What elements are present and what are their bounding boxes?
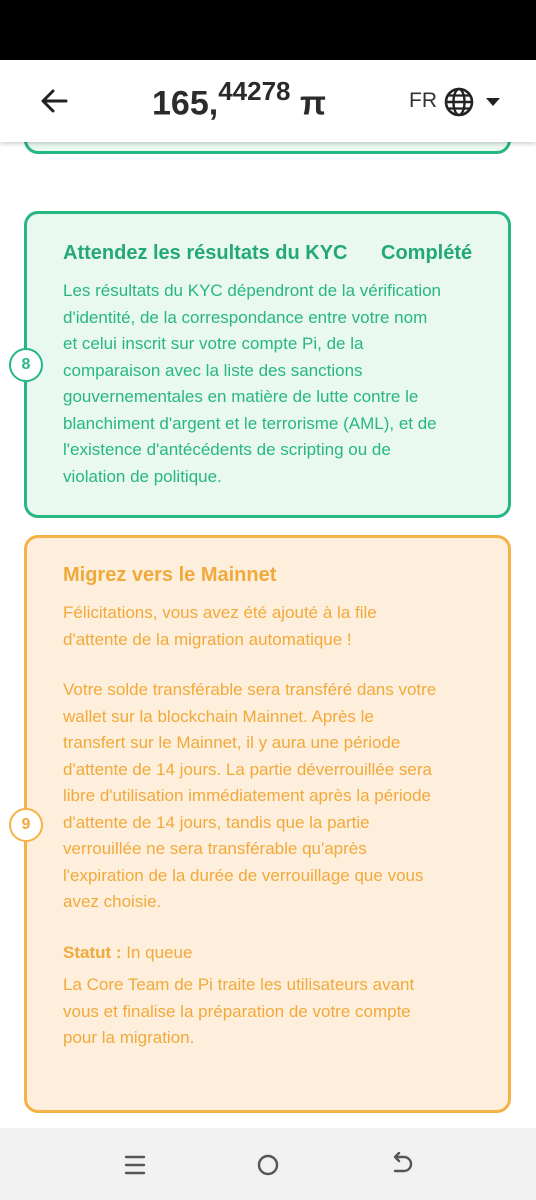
step-9-line: l'expiration de la durée de verrouillage que vous	[63, 865, 424, 885]
pi-balance	[152, 78, 326, 123]
step-8-line: blanchiment d'argent et le terrorisme (AML), et de	[63, 413, 437, 433]
step-9-card	[24, 535, 511, 1113]
step-9-title: Migrez vers le Mainnet	[63, 564, 277, 586]
back-nav-icon[interactable]	[390, 1152, 414, 1178]
app-header	[0, 60, 536, 142]
system-nav-bar	[0, 1128, 536, 1200]
pi-symbol: π	[299, 84, 326, 123]
step-9-line: Votre solde transférable sera transféré dans votre	[63, 680, 437, 699]
step-9-line: avez choisie.	[63, 892, 162, 911]
step-9-line: d'attente de la migration automatique !	[63, 629, 352, 649]
status-label: Statut :	[63, 942, 122, 962]
step-8-line: Les résultats du KYC dépendront de la vérification	[63, 281, 442, 300]
home-icon[interactable]	[256, 1153, 280, 1177]
step-9-line: verrouillée ne sera transférable qu'après	[63, 839, 367, 858]
step-9-line: Félicitations, vous avez été ajouté à la file	[63, 603, 377, 622]
step-8-number: 8	[9, 348, 43, 382]
step-9-line: d'attente de 14 jours. La partie déverrouillée sera	[63, 759, 432, 779]
status-value: In queue	[126, 942, 193, 962]
step-9-line: d'attente de 14 jours, tandis que la partie	[63, 812, 370, 832]
step-8-status: Complété	[381, 242, 473, 264]
steps-list	[0, 60, 536, 1128]
balance-decimals: 44278	[218, 76, 291, 106]
language-code[interactable]: FR	[409, 89, 437, 112]
step-9-line: libre d'utilisation immédiatement après la période	[63, 786, 431, 805]
recent-apps-icon[interactable]	[124, 1154, 146, 1176]
step-9-line: wallet sur la blockchain Mainnet. Après le	[63, 706, 374, 726]
step-8-line: d'identité, de la correspondance entre votre nom	[63, 307, 428, 327]
step-9-number: 9	[9, 808, 43, 842]
step-8-card	[24, 211, 511, 518]
step-8-line: violation de politique.	[63, 466, 222, 486]
step-9-status-line	[63, 940, 493, 967]
step-8-line: gouvernementales en matière de lutte contre le	[63, 387, 419, 406]
balance-integer: 165,	[152, 84, 219, 123]
step-8-line: comparaison avec la liste des sanctions	[63, 360, 363, 380]
caret-down-icon[interactable]	[484, 96, 502, 108]
status-bar	[0, 0, 536, 60]
globe-icon[interactable]	[443, 86, 475, 118]
step-9-line: La Core Team de Pi traite les utilisateurs avant	[63, 975, 415, 994]
step-8-line: et celui inscrit sur votre compte Pi, de la	[63, 334, 364, 353]
step-8-body	[63, 278, 493, 490]
step-9-line: vous et finalise la préparation de votre compte	[63, 1001, 411, 1021]
step-8-line: l'existence d'antécédents de scripting ou de	[63, 440, 391, 459]
step-8-title: Attendez les résultats du KYC	[63, 242, 348, 264]
step-9-body	[63, 600, 493, 1052]
step-9-line: transfert sur le Mainnet, il y aura une période	[63, 733, 401, 752]
back-arrow-icon[interactable]	[38, 85, 70, 117]
step-9-line: pour la migration.	[63, 1028, 195, 1047]
